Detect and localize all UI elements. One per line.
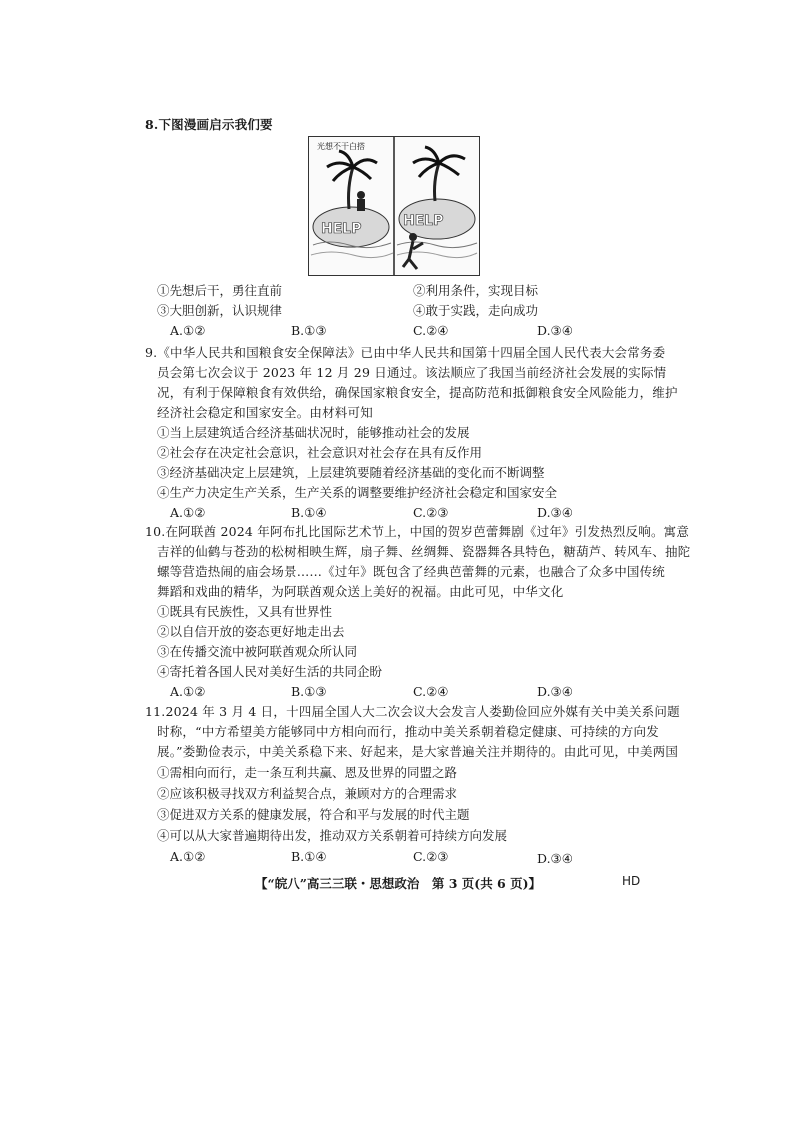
q10-line-2: 吉祥的仙鹤与苍劲的松树相映生辉，扇子舞、丝绸舞、瓷器舞各具特色，糖葫芦、转风车、抽陀 [157, 544, 691, 559]
q9-choice-b: B.①④ [291, 505, 327, 520]
q10-line-3: 螺等营造热闹的庙会场景……《过年》既包含了经典芭蕾舞的元素，也融合了众多中国传统 [157, 564, 666, 579]
q10-line-4: 舞蹈和戏曲的精华，为阿联酋观众送上美好的祝福。由此可见，中华文化 [157, 584, 564, 599]
q8-choice-c: C.②④ [413, 323, 449, 338]
q9-line-2: 员会第七次会议于 2023 年 12 月 29 日通过。该法顺应了我国当前经济社会发展的实际情 [157, 365, 667, 380]
q10-choice-a: A.①② [170, 684, 206, 699]
left-help-sign: HELP [321, 221, 362, 237]
q9-statement-4: ④生产力决定生产关系，生产关系的调整要维护经济社会稳定和国家安全 [157, 485, 558, 500]
q11-statement-4: ④可以从大家普遍期待出发，推动双方关系朝着可持续方向发展 [157, 828, 508, 843]
q8-statement-2: ②利用条件，实现目标 [413, 283, 539, 298]
cartoon-illustration [308, 136, 480, 276]
q8-stem: 8.下图漫画启示我们要 [145, 117, 273, 132]
q10-choice-d: D.③④ [537, 684, 573, 699]
q8-statement-4: ④敢于实践，走向成功 [413, 303, 539, 318]
q11-statement-1: ①需相向而行，走一条互利共赢、恩及世界的同盟之路 [157, 765, 458, 780]
q9-line-1: 9.《中华人民共和国粮食安全保障法》已由中华人民共和国第十四届全国人民代表大会常务委 [145, 345, 666, 360]
page-footer: 【“皖八”高三三联・思想政治 第 3 页(共 6 页)】 [255, 876, 542, 891]
q11-line-2: 时称，“中方希望美方能够同中方相向而行，推动中美关系朝着稳定健康、可持续的方向发 [157, 724, 659, 739]
q10-statement-1: ①既具有民族性，又具有世界性 [157, 604, 333, 619]
q9-choice-a: A.①② [170, 505, 206, 520]
q11-line-3: 展。”娄勤俭表示，中美关系稳下来、好起来，是大家普遍关注并期待的。由此可见，中美两国 [157, 744, 679, 759]
q9-statement-1: ①当上层建筑适合经济基础状况时，能够推动社会的发展 [157, 425, 470, 440]
q11-statement-2: ②应该积极寻找双方利益契合点，兼顾对方的合理需求 [157, 786, 458, 801]
q10-choice-c: C.②④ [413, 684, 449, 699]
q9-line-4: 经济社会稳定和国家安全。由材料可知 [157, 405, 373, 420]
q10-statement-2: ②以自信开放的姿态更好地走出去 [157, 624, 345, 639]
right-help-sign: HELP [403, 213, 444, 229]
q11-choice-b: B.①④ [291, 849, 327, 864]
q9-choice-c: C.②③ [413, 505, 449, 520]
q10-statement-3: ③在传播交流中被阿联酋观众所认同 [157, 644, 358, 659]
q8-choice-a: A.①② [170, 323, 206, 338]
q9-choice-d: D.③④ [537, 505, 573, 520]
q10-statement-4: ④寄托着各国人民对美好生活的共同企盼 [157, 664, 383, 679]
q11-statement-3: ③促进双方关系的健康发展，符合和平与发展的时代主题 [157, 807, 470, 822]
q11-choice-d: D.③④ [537, 851, 573, 866]
q8-choice-b: B.①③ [291, 323, 327, 338]
q10-line-1: 10.在阿联酋 2024 年阿布扎比国际艺术节上，中国的贺岁芭蕾舞剧《过年》引发热烈反响。寓意 [145, 524, 690, 539]
cartoon-caption: 光想不干白搭 [317, 142, 365, 151]
q11-line-1: 11.2024 年 3 月 4 日，十四届全国人大二次会议大会发言人娄勤俭回应外媒有关中美关系问题 [145, 704, 680, 719]
q8-statement-1: ①先想后干，勇往直前 [157, 283, 283, 298]
q8-statement-3: ③大胆创新，认识规律 [157, 303, 283, 318]
q9-statement-2: ②社会存在决定社会意识，社会意识对社会存在具有反作用 [157, 445, 483, 460]
footer-mark: HD [622, 874, 641, 888]
q9-statement-3: ③经济基础决定上层建筑，上层建筑要随着经济基础的变化而不断调整 [157, 465, 545, 480]
q9-line-3: 况，有利于保障粮食有效供给，确保国家粮食安全，提高防范和抵御粮食安全风险能力，维护 [157, 385, 678, 400]
cartoon-drawing [309, 137, 479, 275]
q10-choice-b: B.①③ [291, 684, 327, 699]
q8-choice-d: D.③④ [537, 323, 573, 338]
q11-choice-a: A.①② [170, 849, 206, 864]
q11-choice-c: C.②③ [413, 849, 449, 864]
